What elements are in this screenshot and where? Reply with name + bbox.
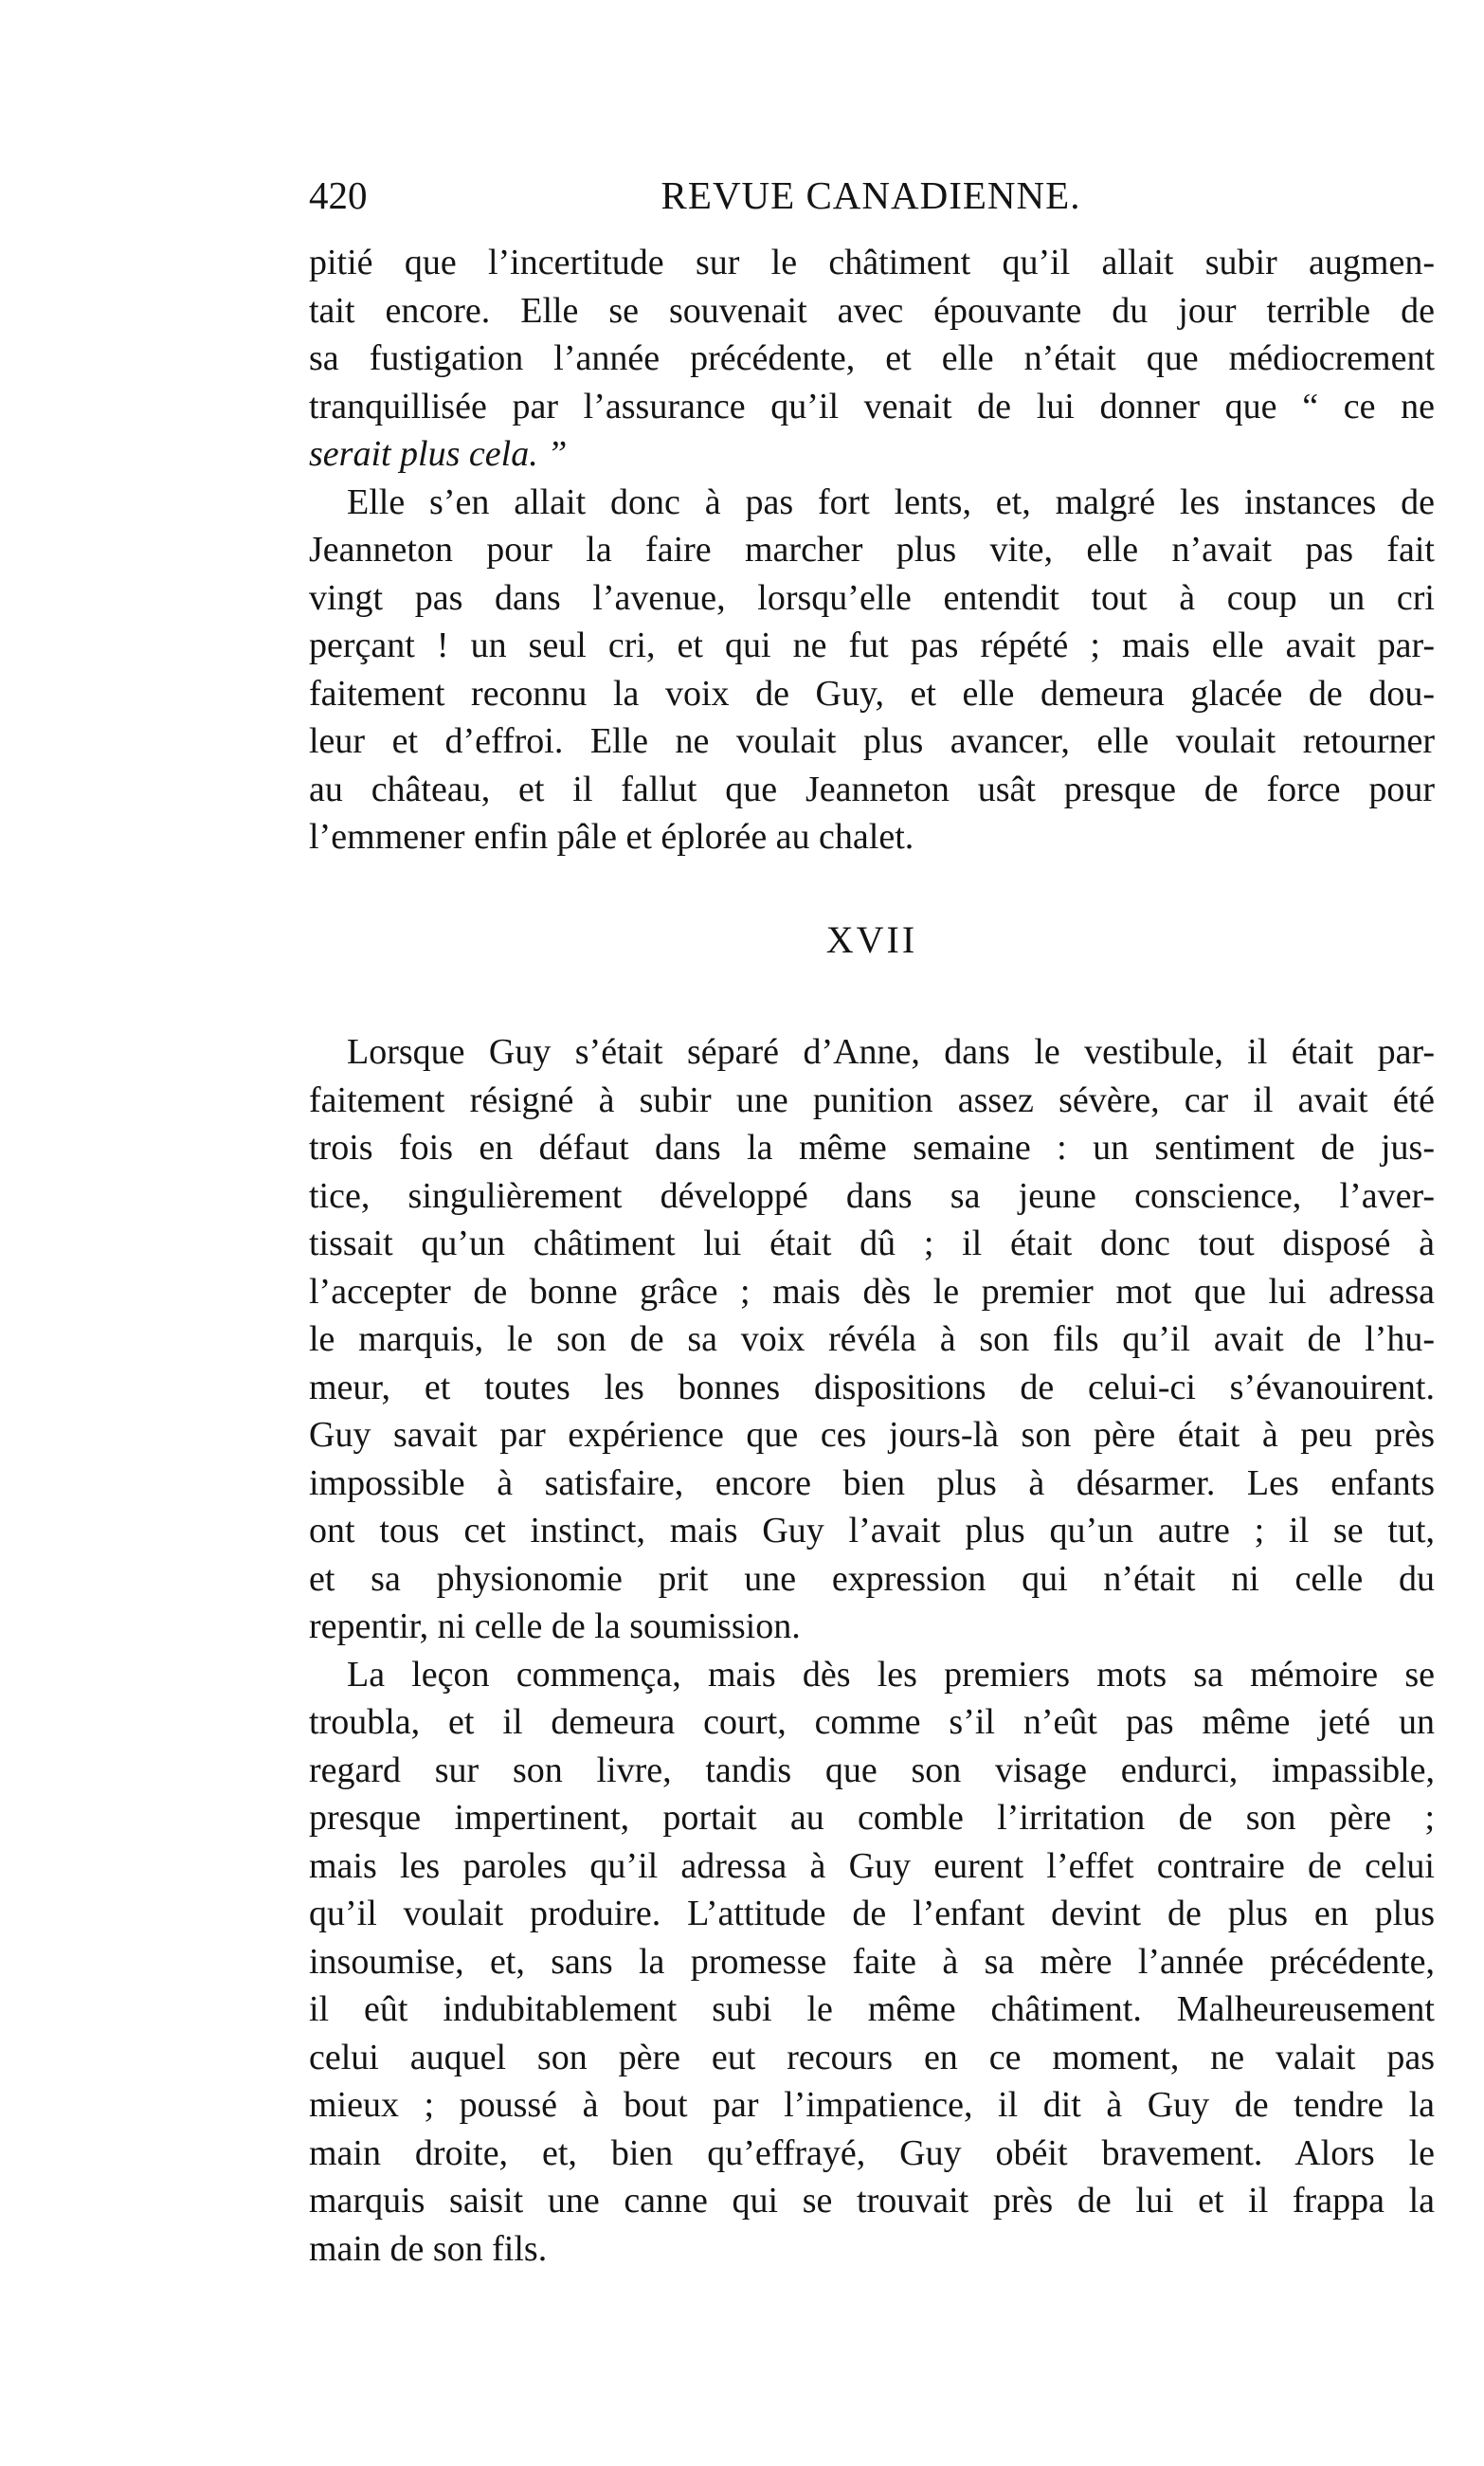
text-line: regard sur son livre, tandis que son visage endurci, impassible, (309, 1750, 1435, 1790)
text-line: tice, singulièrement développé dans sa jeune conscience, l’aver- (309, 1175, 1435, 1216)
text-line: La leçon commença, mais dès les premiers mots sa mémoire se (347, 1654, 1435, 1695)
section-heading: XVII (825, 918, 918, 961)
text-line: vingt pas dans l’avenue, lorsqu’elle entendit tout à coup un cri (309, 577, 1435, 618)
text-block-continuation (309, 239, 1435, 861)
text-line: l’emmener enfin pâle et éplorée au chalet. (309, 817, 914, 857)
text-line: faitement reconnu la voix de Guy, et elle demeura glacée de dou- (309, 673, 1435, 714)
text-line: ont tous cet instinct, mais Guy l’avait plus qu’un autre ; il se tut, (309, 1511, 1435, 1550)
running-head (309, 167, 1433, 224)
text-line: Lorsque Guy s’était séparé d’Anne, dans le vestibule, il était par- (347, 1032, 1435, 1072)
text-block-chapter (309, 1028, 1435, 2273)
text-line: Jeanneton pour la faire marcher plus vite, elle n’avait pas fait (309, 530, 1435, 570)
text-line: au château, et il fallut que Jeanneton usât presque de force pour (309, 769, 1435, 809)
text-line: impossible à satisfaire, encore bien plus à désarmer. Les enfants (309, 1462, 1435, 1503)
text-line: presque impertinent, portait au comble l’irritation de son père ; (309, 1798, 1435, 1838)
text-line: Guy savait par expérience que ces jours-là son père était à peu près (309, 1415, 1435, 1455)
text-line: le marquis, le son de sa voix révéla à son fils qu’il avait de l’hu- (309, 1319, 1435, 1359)
text-line: pitié que l’incertitude sur le châtiment qu’il allait subir augmen- (309, 243, 1435, 282)
text-line: sa fustigation l’année précédente, et elle n’était que médiocrement (309, 338, 1435, 378)
text-line: marquis saisit une canne qui se trouvait près de lui et il frappa la (309, 2181, 1435, 2221)
text-line: troubla, et il demeura court, comme s’il n’eût pas même jeté un (309, 1702, 1435, 1742)
text-line: main droite, et, bien qu’effrayé, Guy obéit bravement. Alors le (309, 2132, 1435, 2173)
text-line: meur, et toutes les bonnes dispositions de celui-ci s’évanouirent. (309, 1367, 1435, 1407)
text-line: il eût indubitablement subi le même châtiment. Malheureusement (309, 1989, 1435, 2029)
text-line: insoumise, et, sans la promesse faite à sa mère l’année précédente, (309, 1941, 1435, 1982)
text-line: mieux ; poussé à bout par l’impatience, il dit à Guy de tendre la (309, 2085, 1435, 2125)
text-line: Elle s’en allait donc à pas fort lents, et, malgré les instances de (347, 481, 1435, 522)
text-line: qu’il voulait produire. L’attitude de l’enfant devint de plus en plus (309, 1894, 1435, 1933)
text-line: tissait qu’un châtiment lui était dû ; il était donc tout disposé à (309, 1224, 1435, 1263)
text-line: et sa physionomie prit une expression qui n’était ni celle du (309, 1558, 1435, 1599)
page-number: 420 (309, 173, 368, 217)
text-line: serait plus cela. ” (309, 434, 568, 474)
text-line: leur et d’effroi. Elle ne voulait plus avancer, elle voulait retourner (309, 721, 1435, 761)
text-line: tait encore. Elle se souvenait avec épouvante du jour terrible de (309, 290, 1435, 331)
text-line: l’accepter de bonne grâce ; mais dès le premier mot que lui adressa (309, 1271, 1435, 1312)
text-line: tranquillisée par l’assurance qu’il venait de lui donner que “ ce ne (309, 386, 1435, 426)
text-line: repentir, ni celle de la soumission. (309, 1606, 801, 1646)
text-line: faitement résigné à subir une punition assez sévère, car il avait été (309, 1079, 1435, 1120)
text-line: celui auquel son père eut recours en ce moment, ne valait pas (309, 2037, 1435, 2077)
text-line: perçant ! un seul cri, et qui ne fut pas répété ; mais elle avait par- (309, 626, 1435, 665)
text-line: trois fois en défaut dans la même semaine : un sentiment de jus- (309, 1128, 1435, 1168)
journal-title: REVUE CANADIENNE. (661, 173, 1081, 217)
text-line: main de son fils. (309, 2228, 548, 2269)
text-line: mais les paroles qu’il adressa à Guy eurent l’effet contraire de celui (309, 1845, 1435, 1886)
